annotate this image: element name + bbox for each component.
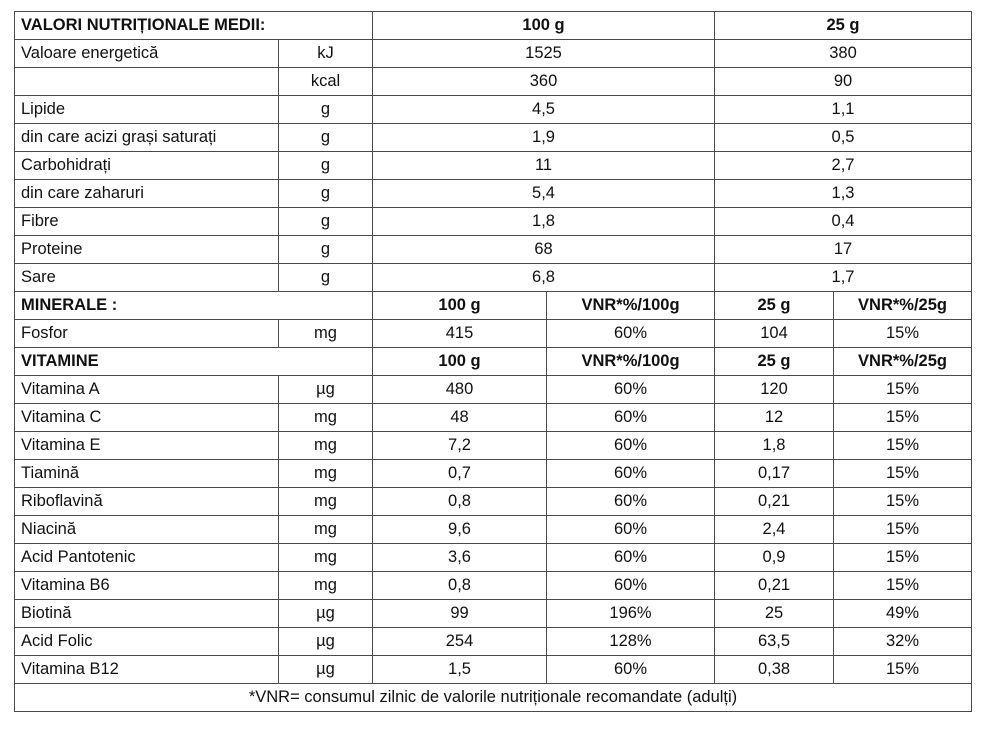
vitamins-vnr-25g: 15%	[834, 460, 972, 488]
nutrient-unit: g	[279, 208, 373, 236]
vitamins-value-25g: 25	[715, 600, 834, 628]
nutrient-name: Carbohidrați	[15, 152, 279, 180]
vitamins-row	[15, 460, 972, 488]
minerals-vnr-100g: 60%	[547, 320, 715, 348]
vitamins-row	[15, 656, 972, 684]
nutrient-row	[15, 124, 972, 152]
vitamins-row	[15, 600, 972, 628]
nutrient-value-25g: 0,4	[715, 208, 972, 236]
nutrient-unit: g	[279, 236, 373, 264]
nutrient-row	[15, 40, 972, 68]
nutrient-unit: g	[279, 124, 373, 152]
vitamins-name: Vitamina C	[15, 404, 279, 432]
vitamins-row	[15, 488, 972, 516]
nutrient-value-25g: 380	[715, 40, 972, 68]
minerals-header-25g: 25 g	[715, 292, 834, 320]
vitamins-value-25g: 0,38	[715, 656, 834, 684]
vitamins-unit: mg	[279, 516, 373, 544]
vitamins-value-25g: 0,17	[715, 460, 834, 488]
vitamins-value-100g: 254	[373, 628, 547, 656]
nutrient-value-25g: 2,7	[715, 152, 972, 180]
vitamins-value-100g: 7,2	[373, 432, 547, 460]
nutrient-name: Proteine	[15, 236, 279, 264]
nutrient-unit: g	[279, 152, 373, 180]
vitamins-name: Riboflavină	[15, 488, 279, 516]
vitamins-header-row	[15, 348, 972, 376]
vitamins-value-100g: 9,6	[373, 516, 547, 544]
nutrient-name: Lipide	[15, 96, 279, 124]
vitamins-vnr-25g: 15%	[834, 544, 972, 572]
nutrient-unit: g	[279, 264, 373, 292]
nutrient-row	[15, 96, 972, 124]
nutrition-table-body	[15, 12, 972, 712]
nutrient-unit: kcal	[279, 68, 373, 96]
minerals-name: Fosfor	[15, 320, 279, 348]
footnote: *VNR= consumul zilnic de valorile nutriționale recomandate (adulți)	[15, 684, 972, 712]
vitamins-name: Acid Pantotenic	[15, 544, 279, 572]
minerals-value-25g: 104	[715, 320, 834, 348]
nutrient-value-100g: 360	[373, 68, 715, 96]
vitamins-name: Biotină	[15, 600, 279, 628]
vitamins-name: Vitamina B12	[15, 656, 279, 684]
nutrient-value-100g: 1525	[373, 40, 715, 68]
nutrient-row	[15, 264, 972, 292]
nutrient-row	[15, 208, 972, 236]
vitamins-value-25g: 0,21	[715, 488, 834, 516]
vitamins-header-25g: 25 g	[715, 348, 834, 376]
vitamins-unit: mg	[279, 432, 373, 460]
nutrient-value-100g: 5,4	[373, 180, 715, 208]
nutrient-value-100g: 1,8	[373, 208, 715, 236]
nutrient-value-100g: 1,9	[373, 124, 715, 152]
vitamins-header-vnr-25g: VNR*%/25g	[834, 348, 972, 376]
nutrient-value-100g: 11	[373, 152, 715, 180]
vitamins-vnr-25g: 32%	[834, 628, 972, 656]
vitamins-unit: µg	[279, 600, 373, 628]
vitamins-value-25g: 12	[715, 404, 834, 432]
vitamins-value-25g: 0,21	[715, 572, 834, 600]
vitamins-vnr-25g: 15%	[834, 516, 972, 544]
nutrient-name: Sare	[15, 264, 279, 292]
vitamins-unit: mg	[279, 572, 373, 600]
vitamins-vnr-100g: 60%	[547, 516, 715, 544]
nutrient-row	[15, 180, 972, 208]
vitamins-name: Tiamină	[15, 460, 279, 488]
vitamins-unit: mg	[279, 544, 373, 572]
minerals-header-100g: 100 g	[373, 292, 547, 320]
vitamins-vnr-25g: 15%	[834, 656, 972, 684]
vitamins-vnr-100g: 196%	[547, 600, 715, 628]
minerals-unit: mg	[279, 320, 373, 348]
vitamins-unit: µg	[279, 628, 373, 656]
vitamins-value-100g: 0,8	[373, 572, 547, 600]
vitamins-name: Vitamina E	[15, 432, 279, 460]
vitamins-value-100g: 480	[373, 376, 547, 404]
vitamins-unit: mg	[279, 404, 373, 432]
vitamins-row	[15, 544, 972, 572]
vitamins-row	[15, 404, 972, 432]
minerals-value-100g: 415	[373, 320, 547, 348]
minerals-title: MINERALE :	[15, 292, 373, 320]
nutrient-value-100g: 4,5	[373, 96, 715, 124]
vitamins-value-100g: 0,7	[373, 460, 547, 488]
minerals-vnr-25g: 15%	[834, 320, 972, 348]
nutrient-name: din care acizi grași saturați	[15, 124, 279, 152]
nutrient-unit: g	[279, 180, 373, 208]
nutrient-name	[15, 68, 279, 96]
vitamins-value-100g: 99	[373, 600, 547, 628]
vitamins-row	[15, 628, 972, 656]
vitamins-row	[15, 376, 972, 404]
nutrient-row	[15, 236, 972, 264]
vitamins-value-100g: 3,6	[373, 544, 547, 572]
vitamins-unit: µg	[279, 656, 373, 684]
nutrient-value-25g: 90	[715, 68, 972, 96]
vitamins-unit: mg	[279, 488, 373, 516]
vitamins-value-25g: 2,4	[715, 516, 834, 544]
vitamins-vnr-100g: 60%	[547, 572, 715, 600]
vitamins-header-100g: 100 g	[373, 348, 547, 376]
nutrient-value-25g: 1,3	[715, 180, 972, 208]
vitamins-vnr-100g: 60%	[547, 432, 715, 460]
nutrient-unit: g	[279, 96, 373, 124]
vitamins-vnr-25g: 15%	[834, 376, 972, 404]
nutrient-value-25g: 17	[715, 236, 972, 264]
nutrition-table	[14, 11, 972, 712]
minerals-row	[15, 320, 972, 348]
vitamins-header-vnr-100g: VNR*%/100g	[547, 348, 715, 376]
nutrient-value-100g: 6,8	[373, 264, 715, 292]
nutrient-name: Valoare energetică	[15, 40, 279, 68]
vitamins-name: Vitamina A	[15, 376, 279, 404]
vitamins-vnr-25g: 15%	[834, 404, 972, 432]
nutrient-value-100g: 68	[373, 236, 715, 264]
nutrient-name: din care zaharuri	[15, 180, 279, 208]
vitamins-name: Vitamina B6	[15, 572, 279, 600]
footnote-row	[15, 684, 972, 712]
vitamins-vnr-100g: 60%	[547, 460, 715, 488]
vitamins-row	[15, 432, 972, 460]
nutrient-name: Fibre	[15, 208, 279, 236]
vitamins-vnr-25g: 49%	[834, 600, 972, 628]
vitamins-value-100g: 1,5	[373, 656, 547, 684]
vitamins-row	[15, 572, 972, 600]
vitamins-row	[15, 516, 972, 544]
minerals-header-row	[15, 292, 972, 320]
vitamins-value-25g: 63,5	[715, 628, 834, 656]
vitamins-value-25g: 120	[715, 376, 834, 404]
vitamins-vnr-100g: 128%	[547, 628, 715, 656]
vitamins-value-25g: 0,9	[715, 544, 834, 572]
vitamins-vnr-100g: 60%	[547, 488, 715, 516]
vitamins-vnr-100g: 60%	[547, 656, 715, 684]
vitamins-vnr-25g: 15%	[834, 572, 972, 600]
nutrient-row	[15, 152, 972, 180]
vitamins-vnr-25g: 15%	[834, 488, 972, 516]
nutrient-value-25g: 0,5	[715, 124, 972, 152]
vitamins-title: VITAMINE	[15, 348, 373, 376]
vitamins-unit: mg	[279, 460, 373, 488]
table-title: VALORI NUTRIȚIONALE MEDII:	[15, 12, 373, 40]
nutrient-unit: kJ	[279, 40, 373, 68]
minerals-header-vnr-100g: VNR*%/100g	[547, 292, 715, 320]
minerals-header-vnr-25g: VNR*%/25g	[834, 292, 972, 320]
vitamins-vnr-100g: 60%	[547, 404, 715, 432]
header-100g: 100 g	[373, 12, 715, 40]
nutrient-row	[15, 68, 972, 96]
vitamins-vnr-25g: 15%	[834, 432, 972, 460]
vitamins-value-100g: 48	[373, 404, 547, 432]
nutrient-value-25g: 1,1	[715, 96, 972, 124]
vitamins-value-25g: 1,8	[715, 432, 834, 460]
vitamins-value-100g: 0,8	[373, 488, 547, 516]
header-25g: 25 g	[715, 12, 972, 40]
vitamins-vnr-100g: 60%	[547, 544, 715, 572]
vitamins-vnr-100g: 60%	[547, 376, 715, 404]
vitamins-name: Niacină	[15, 516, 279, 544]
vitamins-name: Acid Folic	[15, 628, 279, 656]
header-row	[15, 12, 972, 40]
vitamins-unit: µg	[279, 376, 373, 404]
nutrient-value-25g: 1,7	[715, 264, 972, 292]
